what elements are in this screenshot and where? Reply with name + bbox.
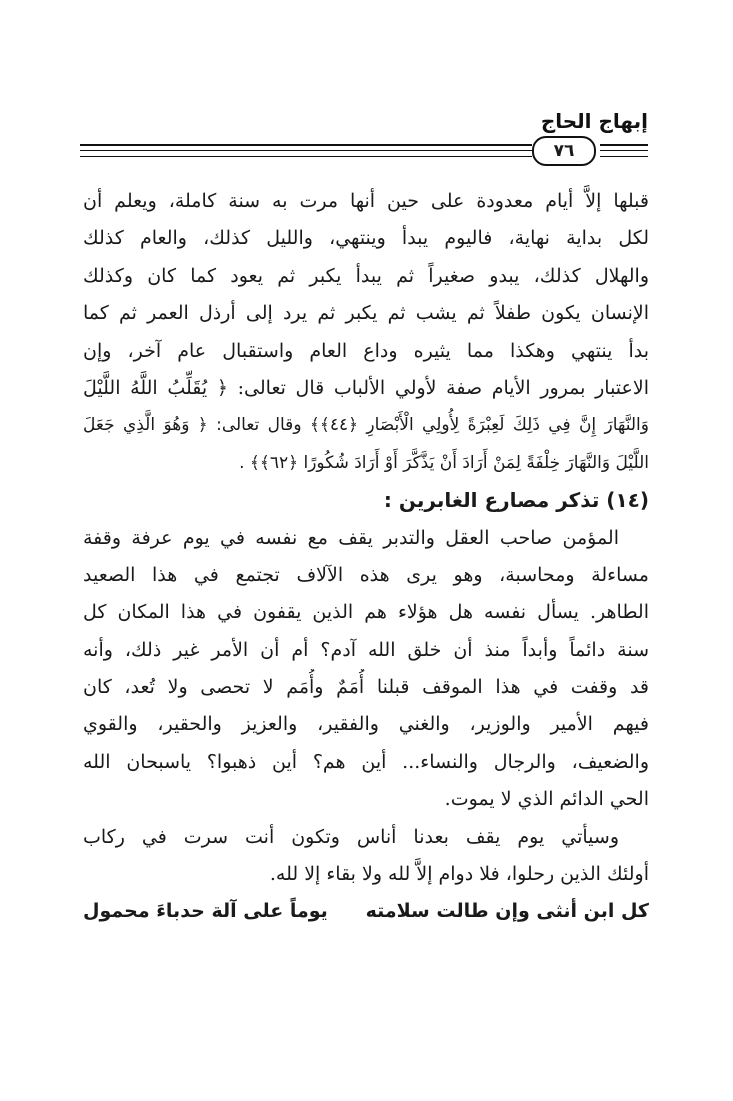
text-line: الحي الدائم الذي لا يموت. — [444, 788, 649, 811]
quran-line: اللَّيْلَ وَالنَّهَارَ خِلْفَةً لِمَنْ أَرَادَ أَنْ يَذَّكَّرَ أَوْ أَرَادَ شُكُورًا ﴿٦٢﴾﴾ . — [239, 452, 649, 473]
text-line: المؤمن صاحب العقل والتدبر يقف مع نفسه في يوم عرفة وقفة — [83, 526, 619, 549]
book-title: إبهاج الحاج — [540, 109, 648, 133]
text-line: قبلها إلاَّ أيام معدودة على حين أنها مرت به سنة كاملة، ويعلم أن — [83, 190, 649, 212]
header-rule — [80, 144, 532, 146]
section-heading: (١٤) تذكر مصارع الغابرين : — [383, 488, 649, 513]
page-number: ٧٦ — [532, 136, 596, 166]
text-line: والضعيف، والرجال والنساء... أين هم؟ أين ذهبوا؟ ياسبحان الله — [83, 750, 649, 773]
text-line: بدأ ينتهي وهكذا مما يثيره وداع العام واستقبال عام آخر، وإن — [83, 339, 649, 362]
body-text — [83, 183, 649, 931]
text-line: فيهم الأمير والوزير، والغني والفقير، والعزيز والحقير، والقوي — [83, 713, 649, 736]
text-line: وسيأتي يوم يقف بعدنا أناس وتكون أنت سرت في ركاب — [83, 825, 619, 848]
verse-second-hemistich: يوماً على آلة حدباءَ محمول — [83, 900, 328, 923]
poetry-verse — [83, 893, 649, 930]
quran-line: وَالنَّهَارَ إِنَّ فِي ذَلِكَ لَعِبْرَةً لِأُولِي الْأَبْصَارِ ﴿٤٤﴾﴾ وقال تعالى: ﴿ وَهُوَ الَّذِي جَعَلَ — [83, 415, 649, 436]
text-line: قد وقفت في هذا الموقف قبلنا أُمَمٌ وأُمَم لا تحصى ولا تُعد، كان — [83, 676, 649, 699]
text-line: مساءلة ومحاسبة، وهو يرى هذه الآلاف تجتمع في هذا الصعيد — [83, 563, 649, 586]
header-rule — [600, 144, 648, 146]
header-rule — [600, 156, 648, 157]
text-line: أولئك الذين رحلوا، فلا دوام إلاَّ لله ولا بقاء إلا لله. — [269, 863, 649, 886]
text-line: لكل بداية نهاية، فاليوم يبدأ وينتهي، والليل كذلك، والعام كذلك — [83, 227, 649, 250]
verse-first-hemistich: كل ابن أنثى وإن طالت سلامته — [365, 900, 649, 923]
page-header — [80, 108, 648, 178]
header-rule — [600, 150, 648, 151]
text-line: الاعتبار بمرور الأيام صفة لأولي الألباب قال تعالى: ﴿ يُقَلِّبُ اللَّهُ اللَّيْلَ — [83, 376, 649, 399]
text-line: سنة دائماً وأبداً منذ أن خلق الله آدم؟ أم أن الأمر غير ذلك، وأنه — [83, 638, 649, 661]
text-line: والهلال كذلك، يبدو صغيراً ثم يبدأ يكبر ثم يعود كما كان وكذلك — [83, 264, 649, 287]
text-line: الإنسان يكون طفلاً ثم يشب ثم يكبر ثم يرد إلى أرذل العمر ثم كما — [83, 302, 649, 325]
text-line: الطاهر. يسأل نفسه هل هؤلاء هم الذين يقفون في هذا المكان كل — [83, 601, 649, 624]
header-rule — [80, 156, 532, 157]
header-rule — [80, 150, 532, 151]
